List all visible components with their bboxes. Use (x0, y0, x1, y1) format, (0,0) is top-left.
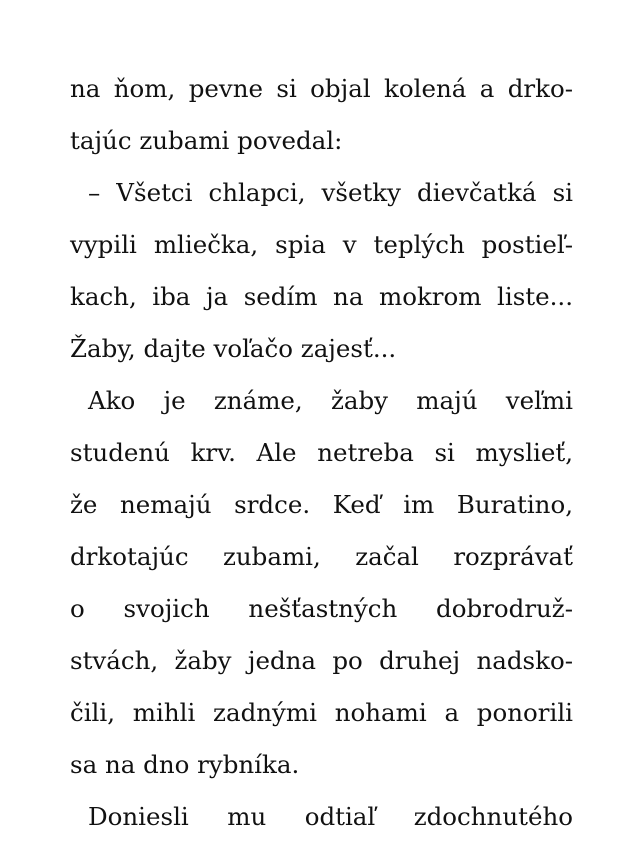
paragraph-1 (70, 63, 573, 167)
text-line: na ňom, pevne si objal kolená a drko- (70, 74, 573, 103)
text-line: kach, iba ja sedím na mokrom liste... (70, 282, 573, 311)
text-line: o svojich nešťastných dobrodruž- (70, 594, 573, 623)
text-line: stvách, žaby jedna po druhej nadsko- (70, 646, 573, 675)
text-line: že nemajú srdce. Keď im Buratino, (70, 490, 573, 519)
text-line: Ako je známe, žaby majú veľmi (88, 386, 573, 415)
text-line: tajúc zubami povedal: (70, 126, 343, 155)
paragraph-3 (70, 375, 573, 791)
text-line: sa na dno rybníka. (70, 750, 300, 779)
text-line: drkotajúc zubami, začal rozprávať (70, 542, 573, 571)
text-line: – Všetci chlapci, všetky dievčatká si (88, 178, 573, 207)
text-line: Doniesli mu odtiaľ zdochnutého (88, 802, 573, 831)
paragraph-2 (70, 167, 573, 375)
text-line: čili, mihli zadnými nohami a ponorili (70, 698, 573, 727)
text-line: studenú krv. Ale netreba si myslieť, (70, 438, 573, 467)
book-page (70, 63, 573, 843)
text-line: vypili mliečka, spia v teplých postieľ- (70, 230, 573, 259)
text-line: Žaby, dajte voľačo zajesť... (70, 334, 397, 363)
paragraph-4 (70, 791, 573, 843)
